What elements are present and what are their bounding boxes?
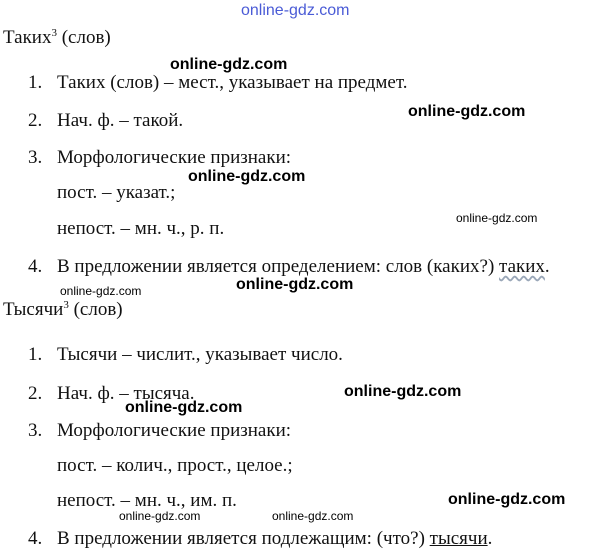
word1-item-2 xyxy=(28,110,183,132)
watermark: online-gdz.com xyxy=(448,491,566,508)
word2-heading-sup: 3 xyxy=(63,299,69,311)
watermark: online-gdz.com xyxy=(188,168,306,185)
watermark: online-gdz.com xyxy=(170,56,288,73)
item-text: Тысячи – числит., указывает число. xyxy=(57,344,343,365)
word1-item-4 xyxy=(28,256,550,278)
word1-heading-word: Таких xyxy=(3,27,52,48)
watermark: online-gdz.com xyxy=(344,383,462,400)
item-number: 4. xyxy=(28,256,43,277)
watermark: online-gdz.com xyxy=(60,284,142,298)
word1-nonpermanent: непост. – мн. ч., р. п. xyxy=(57,218,225,239)
item-end: . xyxy=(487,528,493,549)
word2-item-3 xyxy=(28,420,291,442)
marked-word: тысячи xyxy=(429,528,488,549)
word1-heading-suffix: (слов) xyxy=(56,27,111,48)
item-end: . xyxy=(544,256,550,277)
watermark: online-gdz.com xyxy=(408,103,526,120)
watermark: online-gdz.com xyxy=(456,211,538,225)
word2-heading xyxy=(3,299,123,321)
item-text: В предложении является определением: слов (каких?) xyxy=(57,256,500,277)
item-text: Нач. ф. – такой. xyxy=(57,110,184,131)
watermark-top: online-gdz.com xyxy=(241,2,350,19)
watermark: online-gdz.com xyxy=(236,276,354,293)
word1-heading-sup: 3 xyxy=(51,27,57,39)
item-text: Таких (слов) – мест., указывает на предмет. xyxy=(57,72,408,93)
item-number: 4. xyxy=(28,528,43,549)
item-text: Морфологические признаки: xyxy=(57,147,292,168)
watermark: online-gdz.com xyxy=(125,399,243,416)
item-number: 3. xyxy=(28,147,43,168)
word2-item-4 xyxy=(28,528,492,550)
word1-permanent: пост. – указат.; xyxy=(57,182,176,203)
marked-word: таких xyxy=(499,256,545,277)
item-number: 2. xyxy=(28,383,43,404)
word2-heading-suffix: (слов) xyxy=(68,299,123,320)
item-number: 2. xyxy=(28,110,43,131)
item-number: 1. xyxy=(28,344,43,365)
word2-heading-word: Тысячи xyxy=(3,299,64,320)
word1-heading xyxy=(3,27,111,49)
item-number: 1. xyxy=(28,72,43,93)
item-text: Морфологические признаки: xyxy=(57,420,292,441)
word2-permanent: пост. – колич., прост., целое.; xyxy=(57,455,293,476)
item-number: 3. xyxy=(28,420,43,441)
word2-nonpermanent: непост. – мн. ч., им. п. xyxy=(57,490,237,511)
item-text: Нач. ф. – тысяча. xyxy=(57,383,195,404)
watermark: online-gdz.com xyxy=(272,509,354,523)
word1-item-3 xyxy=(28,147,291,169)
item-text: В предложении является подлежащим: (что?) xyxy=(57,528,430,549)
watermark: online-gdz.com xyxy=(119,509,201,523)
word1-item-1 xyxy=(28,72,407,94)
word2-item-1 xyxy=(28,344,343,366)
word2-item-2 xyxy=(28,383,195,405)
